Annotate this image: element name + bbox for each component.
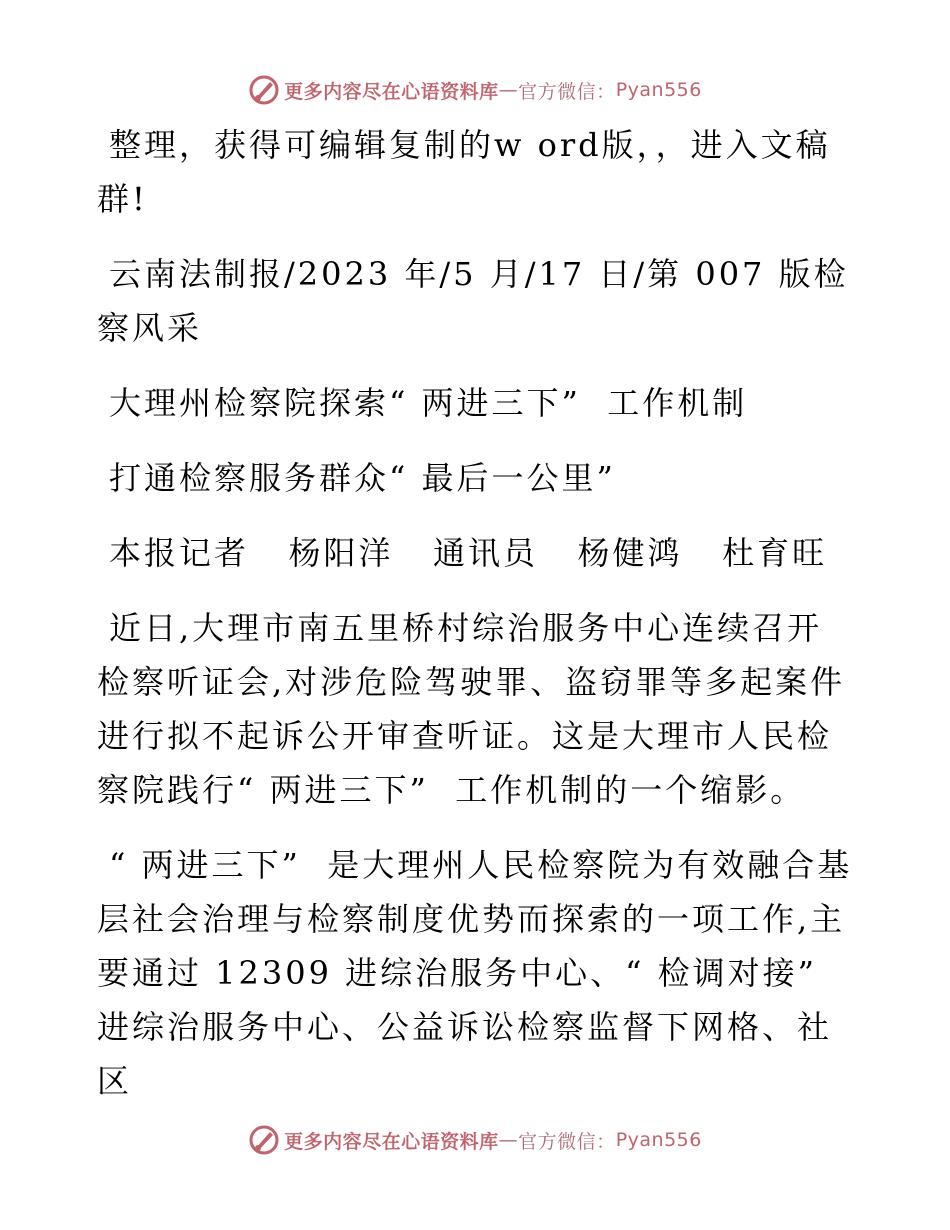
watermark-label: 官方微信： bbox=[518, 1130, 616, 1153]
paragraph-body-2: “ 两进三下” 是大理州人民检察院为有效融合基层社会治理与检察制度优势而探索的一项工作,主要通过 12309 进综治服务中心、“ 检调对接” 进综治服务中心、公益诉讼检察监督下网格、社区 bbox=[97, 846, 853, 1100]
paragraph-body-1: 近日,大理市南五里桥村综治服务中心连续召开检察听证会,对涉危险驾驶罪、盗窃罪等多起案件进行拟不起诉公开审查听证。这是大理市人民检察院践行“ 两进三下” 工作机制的一个缩影。 bbox=[97, 609, 846, 809]
watermark-label: 官方微信： bbox=[518, 80, 616, 103]
brush-circle-icon bbox=[248, 1124, 280, 1156]
watermark-main-text: 更多内容尽在心语资料库 bbox=[284, 1130, 499, 1153]
article-title: 大理州检察院探索“ 两进三下” 工作机制 bbox=[109, 384, 748, 422]
watermark-main-text: 更多内容尽在心语资料库 bbox=[284, 80, 499, 103]
paragraph-source: 云南法制报/2023 年/5 月/17 日/第 007 版检察风采 bbox=[97, 255, 849, 347]
document-body bbox=[97, 118, 857, 1108]
watermark-dash: — bbox=[498, 1129, 519, 1151]
article-byline: 本报记者 杨阳洋 通讯员 杨健鸿 杜育旺 bbox=[109, 534, 828, 572]
article-subtitle: 打通检察服务群众“ 最后一公里” bbox=[109, 459, 616, 497]
watermark-wechat-id: Pyan556 bbox=[615, 1129, 702, 1151]
paragraph-intro: 整理，获得可编辑复制的w ord版，，进入文稿群! bbox=[97, 126, 831, 218]
header-watermark bbox=[0, 70, 950, 110]
brush-circle-icon bbox=[248, 74, 280, 106]
footer-watermark bbox=[0, 1120, 950, 1160]
watermark-wechat-id: Pyan556 bbox=[615, 79, 702, 101]
watermark-dash: — bbox=[498, 79, 519, 101]
